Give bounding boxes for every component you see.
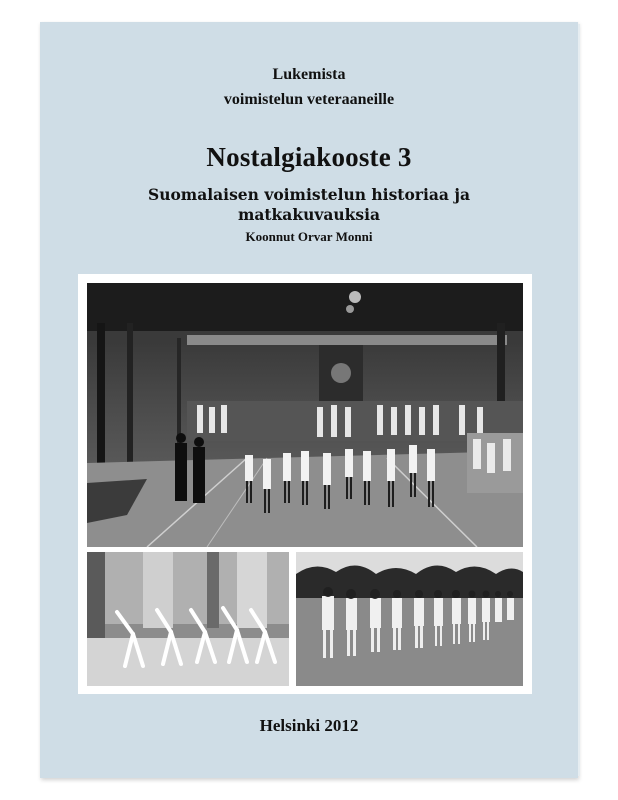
book-title: Nostalgiakooste 3 [206, 142, 412, 172]
book-cover [40, 22, 578, 778]
book-subtitle-line1: Suomalaisen voimistelun historiaa ja [148, 185, 470, 204]
outdoor-lineup-photo [296, 552, 523, 686]
indoor-exercise-photo [87, 552, 289, 686]
compiler-credit: Koonnut Orvar Monni [245, 229, 373, 244]
series-title-line1: Lukemista [272, 66, 346, 83]
publication-place-year: Helsinki 2012 [259, 716, 359, 735]
book-subtitle-line2: matkakuvauksia [237, 205, 381, 224]
series-title-line2: voimistelun veteraaneille [223, 91, 395, 108]
gymnasts-hall-photo [87, 283, 523, 547]
photo-collage [78, 274, 532, 694]
